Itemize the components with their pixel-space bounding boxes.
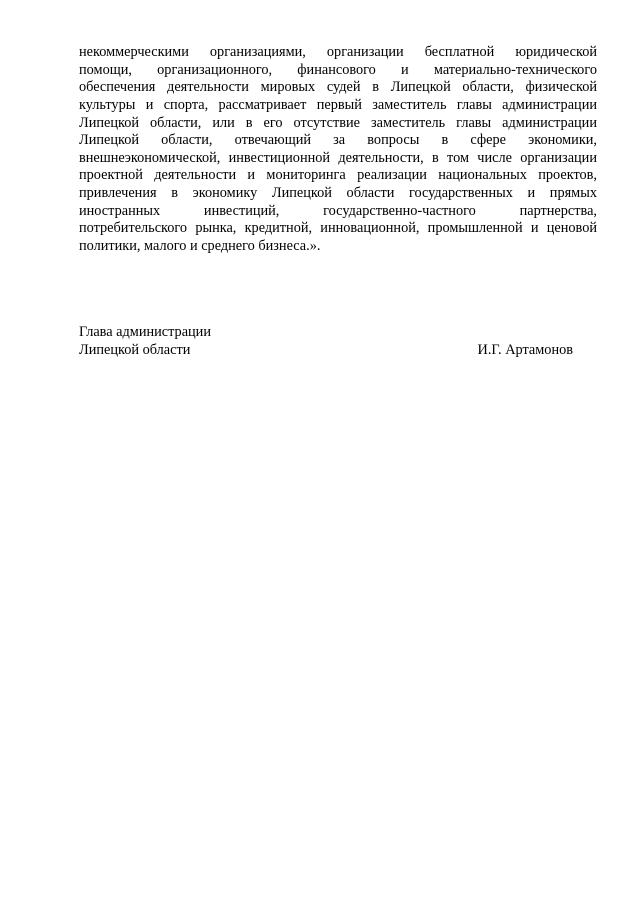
paragraph-line: привлечения в экономику Липецкой области государственных и прямых — [79, 185, 597, 202]
paragraph-line: внешнеэкономической, инвестиционной деятельности, в том числе организации — [79, 149, 597, 166]
signature-title-row — [79, 323, 597, 341]
paragraph-line: обеспечения деятельности мировых судей в Липецкой области, физической — [79, 79, 597, 96]
paragraph-line: Липецкой области, или в его отсутствие заместитель главы администрации — [79, 114, 597, 131]
signature-name-row — [79, 341, 597, 359]
signature-title-line2: Липецкой области — [79, 342, 191, 358]
signature-block — [79, 323, 597, 359]
paragraph-line: иностранных инвестиций, государственно-частного партнерства, — [79, 202, 597, 219]
paragraph-line: проектной деятельности и мониторинга реализации национальных проектов, — [79, 167, 597, 184]
paragraph-line: Липецкой области, отвечающий за вопросы в сфере экономики, — [79, 132, 597, 149]
signatory-name: И.Г. Артамонов — [477, 342, 573, 358]
paragraph-line: помощи, организационного, финансового и материально-технического — [79, 61, 597, 78]
paragraph-line: политики, малого и среднего бизнеса.». — [79, 238, 321, 255]
signature-title-line1: Глава администрации — [79, 324, 211, 340]
paragraph-line: некоммерческими организациями, организации бесплатной юридической — [79, 44, 597, 60]
paragraph-line: культуры и спорта, рассматривает первый заместитель главы администрации — [79, 96, 597, 113]
body-paragraph — [79, 44, 597, 256]
paragraph-line: потребительского рынка, кредитной, инновационной, промышленной и ценовой — [79, 220, 597, 237]
